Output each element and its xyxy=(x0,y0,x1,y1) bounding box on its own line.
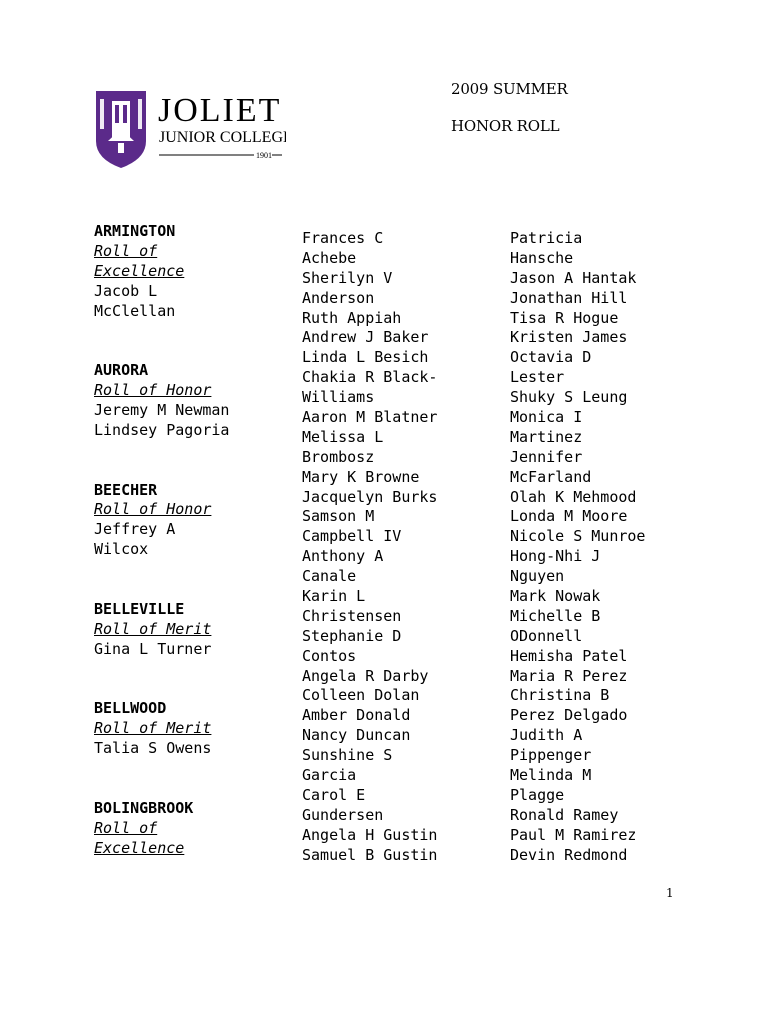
town-heading: BEECHER xyxy=(94,480,158,499)
student-name: Contos xyxy=(302,646,357,665)
student-name: Olah K Mehmood xyxy=(510,487,637,506)
student-name: Jonathan Hill xyxy=(510,288,628,307)
student-name: Hemisha Patel xyxy=(510,646,628,665)
student-name: Hong-Nhi J xyxy=(510,547,601,566)
column-1 xyxy=(94,222,229,859)
student-name: Angela H Gustin xyxy=(302,825,438,844)
student-name: Carol E xyxy=(302,785,366,804)
roll-label: Excellence xyxy=(94,838,185,857)
town-heading: BELLEVILLE xyxy=(94,599,185,618)
roll-label: Roll of Merit xyxy=(94,719,212,738)
student-name: Nguyen xyxy=(510,567,565,586)
student-name: Brombosz xyxy=(302,447,375,466)
term-heading: 2009 SUMMER xyxy=(451,80,568,98)
roll-label: Excellence xyxy=(94,261,185,280)
student-name: Paul M Ramirez xyxy=(510,825,637,844)
student-name: Frances C xyxy=(302,229,384,247)
student-name: Christensen xyxy=(302,606,402,625)
student-name: Samson M xyxy=(302,507,375,526)
student-name: Melissa L xyxy=(302,427,384,446)
student-name: Jeffrey A xyxy=(94,520,176,539)
student-name: Michelle B xyxy=(510,606,601,625)
town-heading: AURORA xyxy=(94,361,149,380)
student-name: Perez Delgado xyxy=(510,706,628,725)
student-name: Amber Donald xyxy=(302,706,411,725)
student-name: Canale xyxy=(302,567,357,586)
student-name: Sunshine S xyxy=(302,746,393,765)
student-name: Gundersen xyxy=(302,805,384,824)
student-name: Jennifer xyxy=(510,447,583,466)
roll-label: Roll of xyxy=(94,241,158,260)
student-name: Octavia D xyxy=(510,348,592,367)
roll-label: Roll of Merit xyxy=(94,619,212,638)
student-name: Ronald Ramey xyxy=(510,805,619,824)
student-name: McClellan xyxy=(94,301,176,320)
student-name: Jason A Hantak xyxy=(510,268,637,287)
student-name: Andrew J Baker xyxy=(302,328,429,347)
roll-label: Roll of Honor xyxy=(94,381,212,400)
student-name: Mark Nowak xyxy=(510,587,601,606)
student-name: Lester xyxy=(510,368,565,387)
town-heading: BELLWOOD xyxy=(94,699,167,718)
student-name: Gina L Turner xyxy=(94,639,212,658)
student-name: Tisa R Hogue xyxy=(510,308,619,327)
student-name: Maria R Perez xyxy=(510,666,628,685)
student-name: Karin L xyxy=(302,587,366,606)
student-name: Wilcox xyxy=(94,540,149,559)
svg-text:JOLIET: JOLIET xyxy=(158,92,282,129)
roll-label: Roll of xyxy=(94,818,158,837)
student-name: Pippenger xyxy=(510,746,592,765)
student-name: Jacquelyn Burks xyxy=(302,487,438,506)
student-name: Nicole S Munroe xyxy=(510,527,646,546)
college-logo-graphic xyxy=(94,89,286,169)
student-name: ODonnell xyxy=(510,626,583,645)
student-name: Martinez xyxy=(510,427,583,446)
student-name: Patricia xyxy=(510,229,583,247)
student-name: Linda L Besich xyxy=(302,348,429,367)
student-name: McFarland xyxy=(510,467,592,486)
student-name: Williams xyxy=(302,388,375,407)
town-heading: ARMINGTON xyxy=(94,222,176,240)
page-title: HONOR ROLL xyxy=(451,117,560,135)
student-name: Shuky S Leung xyxy=(510,388,628,407)
student-name: Christina B xyxy=(510,686,610,705)
student-name: Achebe xyxy=(302,248,357,267)
svg-text:JUNIOR COLLEGE: JUNIOR COLLEGE xyxy=(159,129,286,146)
roll-label: Roll of Honor xyxy=(94,500,212,519)
student-name: Plagge xyxy=(510,785,565,804)
student-name: Ruth Appiah xyxy=(302,308,402,327)
page-number: 1 xyxy=(666,886,674,900)
student-name: Mary K Browne xyxy=(302,467,420,486)
student-name: Garcia xyxy=(302,766,357,785)
student-name: Anthony A xyxy=(302,547,384,566)
student-name: Sherilyn V xyxy=(302,268,393,287)
column-2 xyxy=(302,229,437,866)
student-name: Monica I xyxy=(510,408,583,427)
student-name: Melinda M xyxy=(510,766,592,785)
student-name: Nancy Duncan xyxy=(302,726,411,745)
student-name: Aaron M Blatner xyxy=(302,408,438,427)
student-name: Anderson xyxy=(302,288,375,307)
town-heading: BOLINGBROOK xyxy=(94,798,194,817)
student-name: Samuel B Gustin xyxy=(302,845,438,864)
student-name: Judith A xyxy=(510,726,583,745)
student-name: Londa M Moore xyxy=(510,507,628,526)
student-name: Campbell IV xyxy=(302,527,402,546)
student-name: Talia S Owens xyxy=(94,739,212,758)
student-name: Jeremy M Newman xyxy=(94,401,230,420)
student-name: Angela R Darby xyxy=(302,666,429,685)
student-name: Chakia R Black- xyxy=(302,368,438,387)
student-name: Kristen James xyxy=(510,328,628,347)
student-name: Jacob L xyxy=(94,281,158,300)
student-name: Hansche xyxy=(510,248,574,267)
college-logo xyxy=(94,89,286,169)
student-name: Colleen Dolan xyxy=(302,686,420,705)
svg-text:1901: 1901 xyxy=(256,151,272,160)
student-name: Devin Redmond xyxy=(510,845,628,864)
student-name: Lindsey Pagoria xyxy=(94,420,230,439)
student-name: Stephanie D xyxy=(302,626,402,645)
column-3 xyxy=(510,229,645,866)
